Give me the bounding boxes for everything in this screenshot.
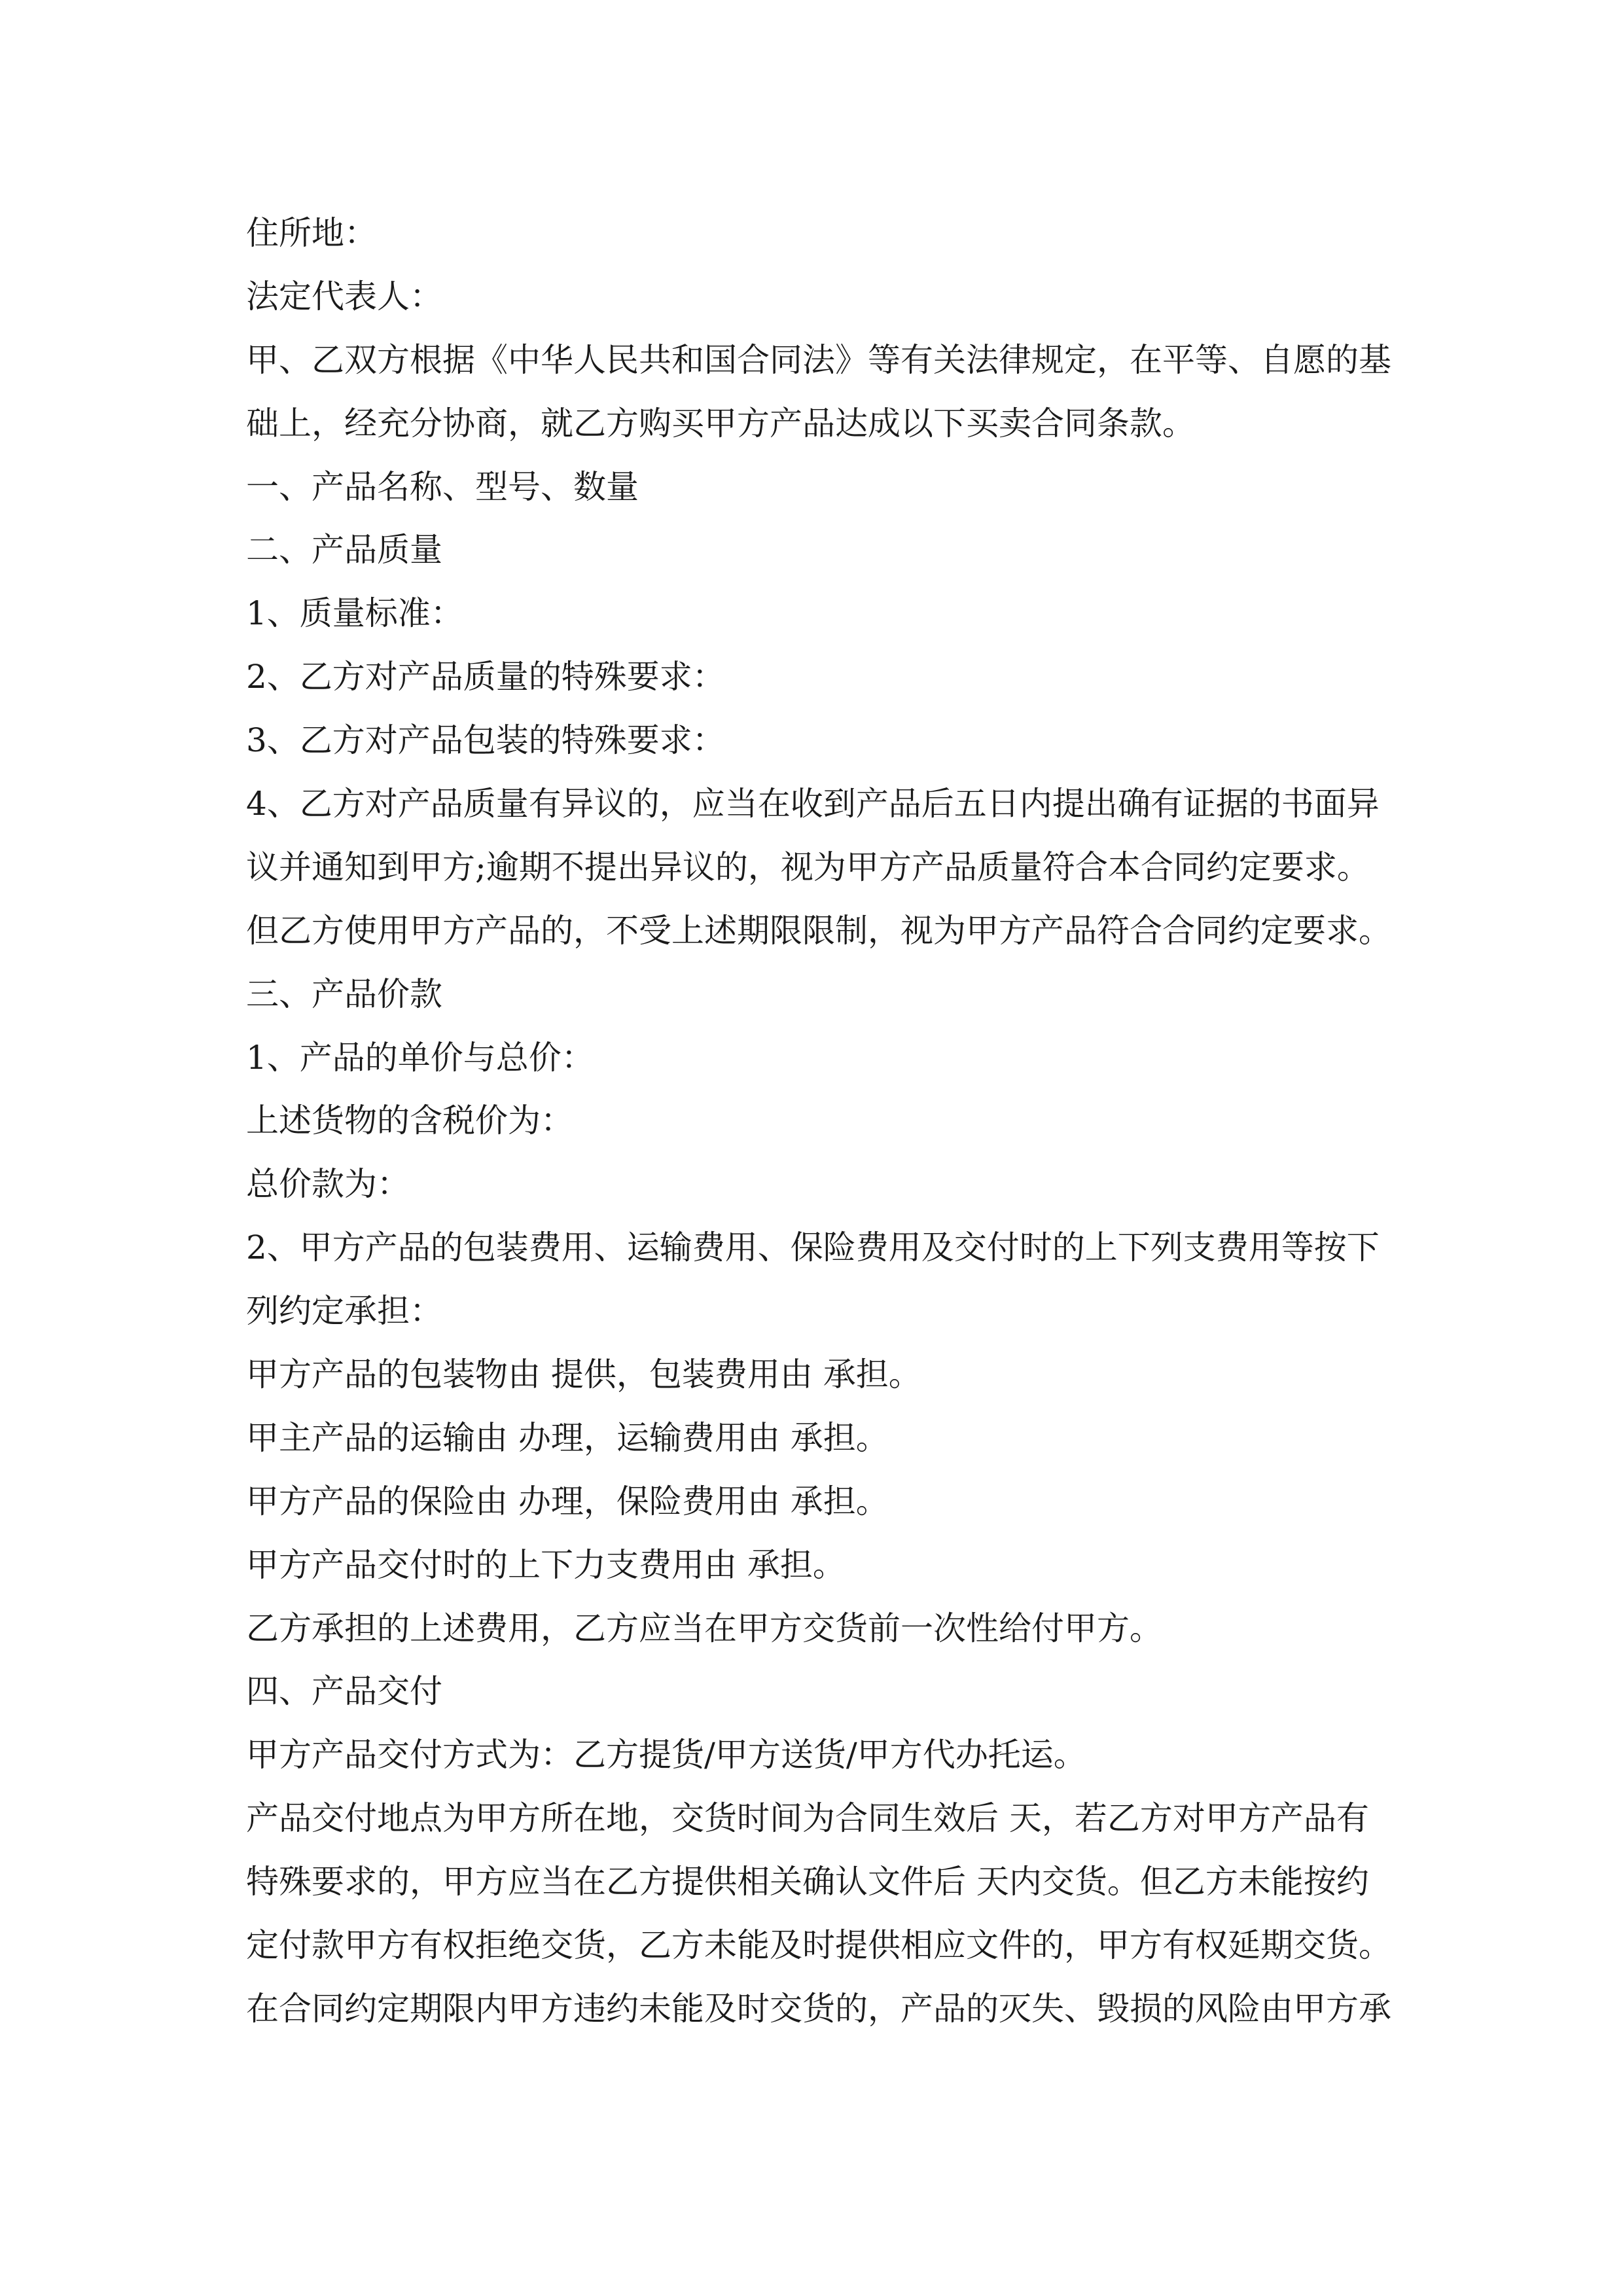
text-line-preamble-1: 甲、乙双方根据《中华人民共和国合同法》等有关法律规定，在平等、自愿的基 — [246, 340, 1391, 379]
text-line-address: 住所地： — [246, 214, 377, 252]
section-heading-4: 四、产品交付 — [246, 1672, 442, 1711]
section-heading-2: 二、产品质量 — [246, 531, 442, 569]
text-line-legal-rep: 法定代表人： — [246, 277, 442, 315]
clause-4-location-line-3: 定付款甲方有权拒绝交货，乙方未能及时提供相应文件的，甲方有权延期交货。 — [246, 1926, 1391, 1965]
clause-3-2-payment: 乙方承担的上述费用，乙方应当在甲方交货前一次性给付甲方。 — [246, 1609, 1162, 1647]
clause-3-2-line-2: 列约定承担： — [246, 1292, 442, 1331]
clause-3-2-packaging: 甲方产品的包装物由 提供，包装费用由 承担。 — [246, 1355, 921, 1394]
clause-4-method: 甲方产品交付方式为：乙方提货/甲方送货/甲方代办托运。 — [246, 1736, 1086, 1774]
clause-4-location-line-2: 特殊要求的，甲方应当在乙方提供相关确认文件后 天内交货。但乙方未能按约 — [246, 1863, 1369, 1901]
clause-3-1-tax-price: 上述货物的含税价为： — [246, 1102, 573, 1140]
text-line-preamble-2: 础上，经充分协商，就乙方购买甲方产品达成以下买卖合同条款。 — [246, 404, 1195, 442]
clause-3-2-insurance: 甲方产品的保险由 办理，保险费用由 承担。 — [246, 1482, 889, 1520]
clause-3-1-total: 总价款为： — [246, 1165, 410, 1204]
clause-3-1: 1、产品的单价与总价： — [246, 1038, 594, 1077]
clause-2-2: 2、乙方对产品质量的特殊要求： — [246, 658, 725, 696]
clause-3-2-transport: 甲主产品的运输由 办理，运输费用由 承担。 — [246, 1418, 889, 1457]
clause-3-2-delivery-fees: 甲方产品交付时的上下力支费用由 承担。 — [246, 1545, 846, 1584]
clause-2-4-line-2: 议并通知到甲方;逾期不提出异议的，视为甲方产品质量符合本合同约定要求。 — [246, 848, 1370, 886]
clause-2-4-line-1: 4、乙方对产品质量有异议的，应当在收到产品后五日内提出确有证据的书面异 — [246, 785, 1380, 823]
document-body — [246, 202, 1391, 2041]
clause-2-4-line-3: 但乙方使用甲方产品的，不受上述期限限制，视为甲方产品符合合同约定要求。 — [246, 911, 1391, 950]
section-heading-3: 三、产品价款 — [246, 975, 442, 1013]
clause-3-2-line-1: 2、甲方产品的包装费用、运输费用、保险费用及交付时的上下列支费用等按下 — [246, 1229, 1380, 1267]
clause-4-location-line-1: 产品交付地点为甲方所在地，交货时间为合同生效后 天，若乙方对甲方产品有 — [246, 1799, 1369, 1838]
clause-2-3: 3、乙方对产品包装的特殊要求： — [246, 721, 725, 760]
clause-4-risk-line-1: 在合同约定期限内甲方违约未能及时交货的，产品的灭失、毁损的风险由甲方承 — [246, 1989, 1391, 2028]
clause-2-1: 1、质量标准： — [246, 594, 463, 633]
section-heading-1: 一、产品名称、型号、数量 — [246, 467, 639, 506]
